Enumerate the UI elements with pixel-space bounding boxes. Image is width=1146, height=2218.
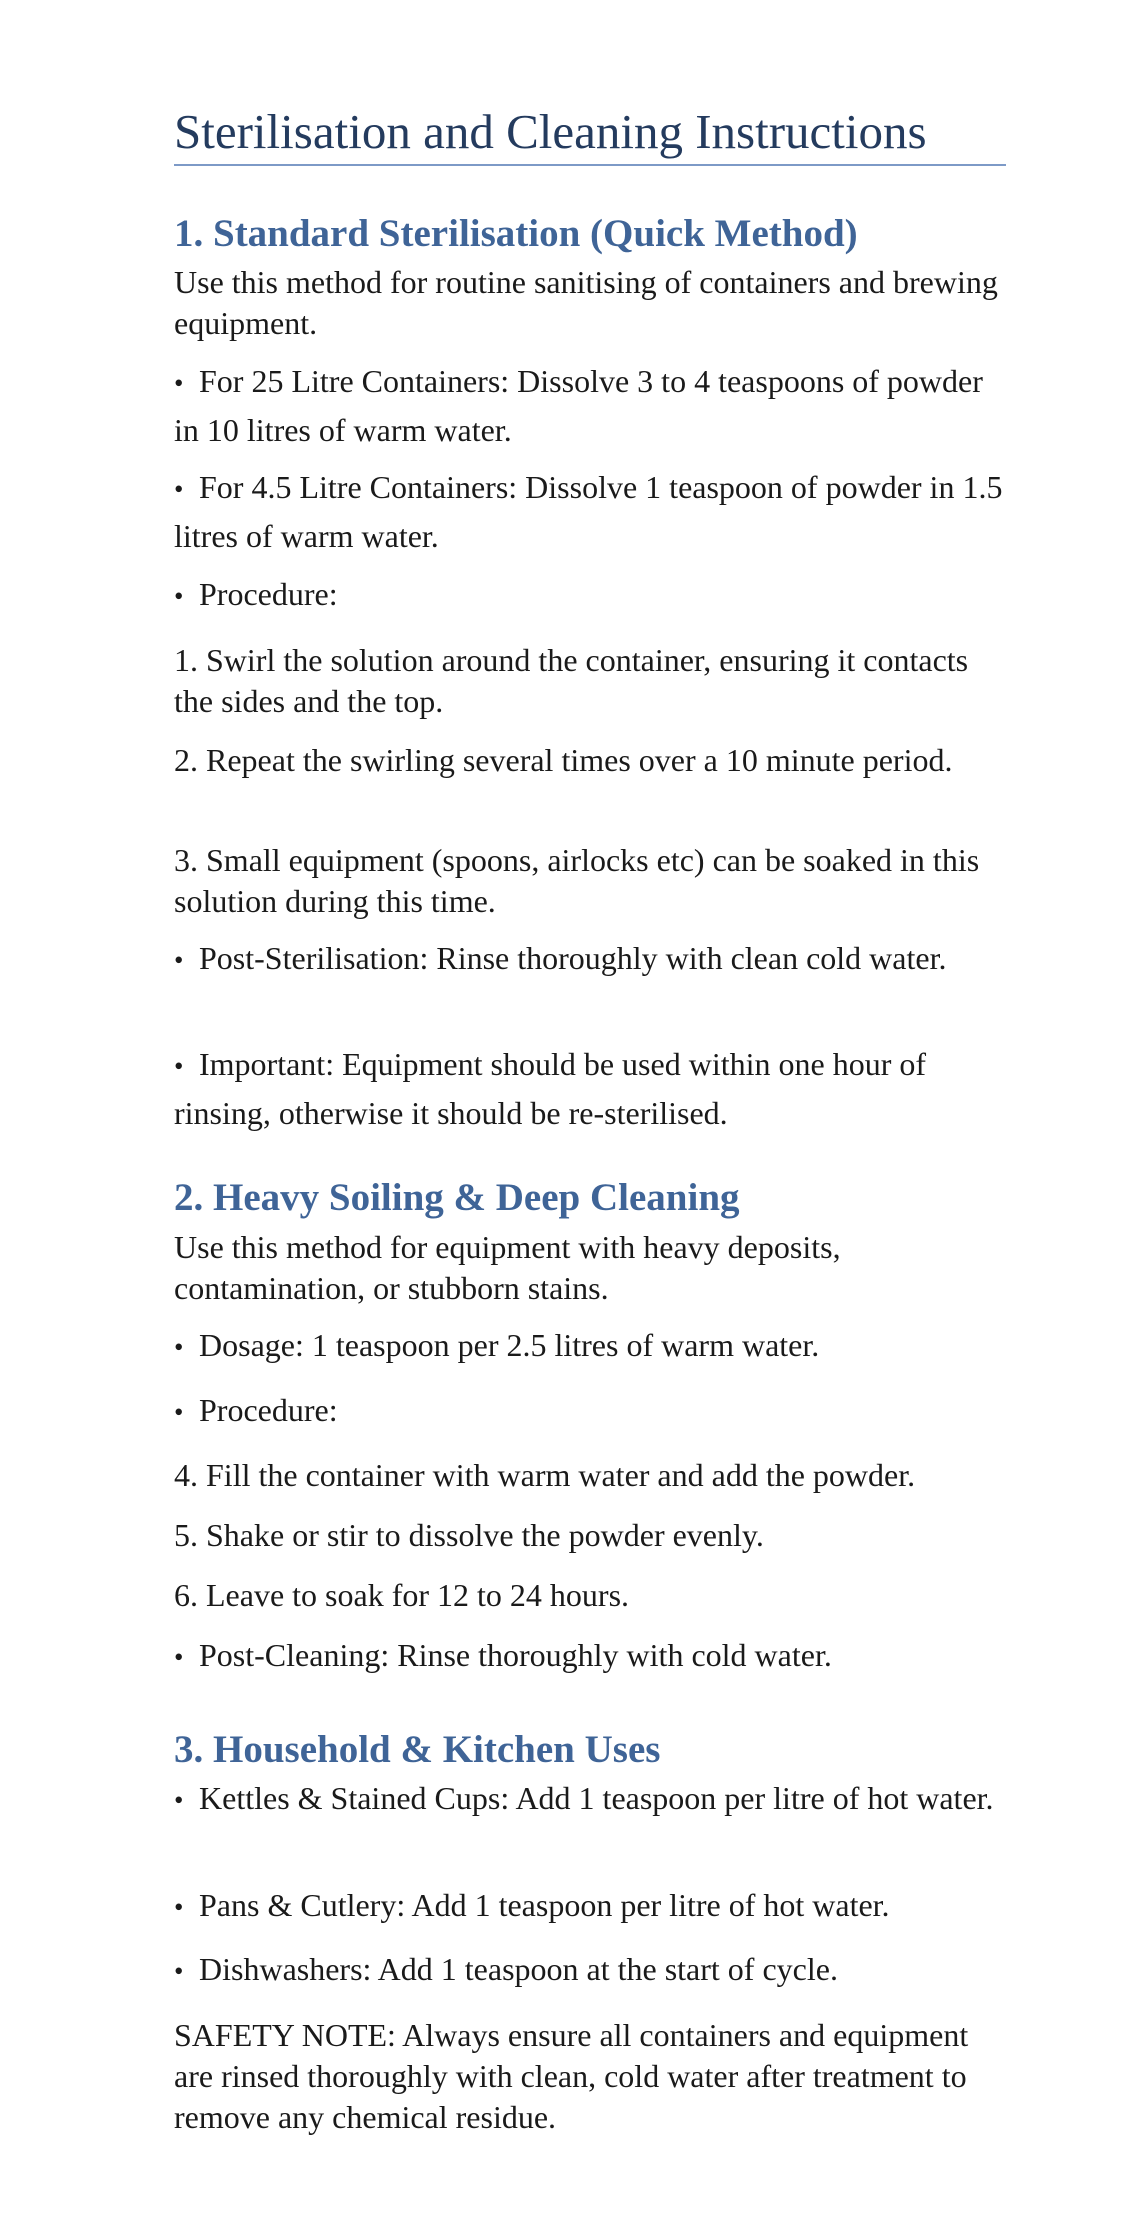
- bullet-important: [174, 1041, 1006, 1137]
- bullet-icon: •: [174, 1051, 184, 1081]
- bullet-25-litre-containers: [174, 358, 1006, 454]
- bullet-post-cleaning: [174, 1632, 1006, 1681]
- bullet-icon: •: [174, 1892, 184, 1922]
- bullet-icon: •: [174, 1642, 184, 1672]
- bullet-text: Post-Cleaning: Rinse thoroughly with cold water.: [199, 1637, 832, 1673]
- document-title: Sterilisation and Cleaning Instructions: [174, 104, 1006, 166]
- bullet-text: Important: Equipment should be used within one hour of rinsing, otherwise it should be re-sterilised.: [174, 1046, 926, 1131]
- bullet-text: For 4.5 Litre Containers: Dissolve 1 teaspoon of powder in 1.5 litres of warm water.: [174, 469, 1003, 554]
- procedure-step-6: 6. Leave to soak for 12 to 24 hours.: [174, 1577, 630, 1613]
- bullet-pans-cutlery: [174, 1882, 1006, 1931]
- bullet-dosage: [174, 1322, 1006, 1371]
- procedure-step-5: 5. Shake or stir to dissolve the powder evenly.: [174, 1517, 764, 1553]
- section-heading-heavy-soiling: 2. Heavy Soiling & Deep Cleaning: [174, 1176, 740, 1219]
- section2-intro: Use this method for equipment with heavy deposits, contamination, or stubborn stains.: [174, 1229, 841, 1306]
- bullet-text: Dosage: 1 teaspoon per 2.5 litres of warm water.: [199, 1327, 820, 1363]
- bullet-procedure-label: [174, 1387, 1006, 1436]
- bullet-text: Post-Sterilisation: Rinse thoroughly with clean cold water.: [199, 940, 947, 976]
- procedure-step-4: 4. Fill the container with warm water and add the powder.: [174, 1457, 916, 1493]
- bullet-text: Kettles & Stained Cups: Add 1 teaspoon per litre of hot water.: [199, 1780, 994, 1816]
- procedure-step-1: 1. Swirl the solution around the container, ensuring it contacts the sides and the top.: [174, 642, 969, 719]
- section-heading-household-kitchen: 3. Household & Kitchen Uses: [174, 1728, 661, 1771]
- section-heading-standard-sterilisation: 1. Standard Sterilisation (Quick Method): [174, 212, 858, 255]
- bullet-icon: •: [174, 945, 184, 975]
- bullet-4-5-litre-containers: [174, 464, 1006, 560]
- bullet-icon: •: [174, 1397, 184, 1427]
- bullet-icon: •: [174, 1956, 184, 1986]
- bullet-text: Dishwashers: Add 1 teaspoon at the start of cycle.: [199, 1951, 838, 1987]
- bullet-icon: •: [174, 1785, 184, 1815]
- bullet-kettles: [174, 1775, 1006, 1824]
- bullet-procedure-label: [174, 571, 1006, 620]
- section1-intro: Use this method for routine sanitising of containers and brewing equipment.: [174, 264, 998, 341]
- bullet-text: Procedure:: [199, 1392, 338, 1428]
- bullet-icon: •: [174, 1332, 184, 1362]
- bullet-icon: •: [174, 368, 184, 398]
- bullet-text: Pans & Cutlery: Add 1 teaspoon per litre of hot water.: [199, 1887, 890, 1923]
- bullet-text: Procedure:: [199, 576, 338, 612]
- bullet-dishwashers: [174, 1946, 1006, 1995]
- bullet-icon: •: [174, 581, 184, 611]
- procedure-step-3: 3. Small equipment (spoons, airlocks etc) can be soaked in this solution during this time.: [174, 842, 980, 919]
- safety-note: SAFETY NOTE: Always ensure all containers and equipment are rinsed thoroughly with clean, cold water after treatment to remove any chemical residue.: [174, 2017, 969, 2135]
- bullet-post-sterilisation: [174, 935, 1006, 984]
- bullet-text: For 25 Litre Containers: Dissolve 3 to 4 teaspoons of powder in 10 litres of warm water.: [174, 363, 983, 448]
- bullet-icon: •: [174, 474, 184, 504]
- procedure-step-2: 2. Repeat the swirling several times over a 10 minute period.: [174, 742, 953, 778]
